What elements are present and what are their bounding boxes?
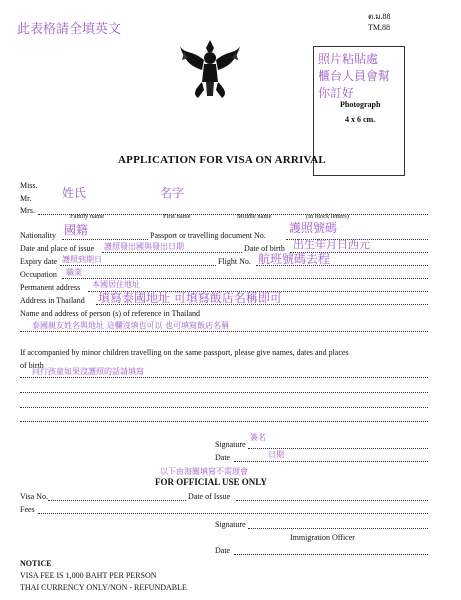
label-date-of-issue: Date of Issue — [188, 492, 231, 501]
label-immigration-officer: Immigration Officer — [290, 533, 355, 542]
label-children-2: of birth — [20, 361, 44, 370]
nationality-hint: 國籍 — [64, 223, 89, 237]
occupation-hint: 職業 — [66, 268, 82, 277]
label-place-issue: Date and place of issue — [20, 244, 95, 253]
children-hint: 同行孩童如果沒護照的話請填寫 — [32, 367, 144, 376]
surname-hint: 姓氏 — [62, 186, 87, 200]
form-code: TM.88 — [368, 23, 390, 32]
fees-field[interactable] — [38, 513, 428, 514]
official-date-field[interactable] — [234, 554, 428, 555]
label-signature: Signature — [215, 440, 246, 449]
official-hint: 以下由海關填寫不需理會 — [160, 467, 248, 476]
official-title: FOR OFFICIAL USE ONLY — [155, 477, 267, 487]
children-line-4[interactable] — [20, 421, 428, 422]
signature-hint: 簽名 — [250, 433, 266, 442]
label-flight: Flight No. — [218, 257, 251, 266]
label-passport: Passport or travelling document No. — [150, 231, 266, 240]
label-official-date: Date — [215, 546, 231, 555]
label-miss: Miss. — [20, 181, 38, 190]
photo-note-1: 照片粘貼處 — [318, 52, 379, 66]
children-line-2[interactable] — [20, 392, 428, 393]
date-field[interactable] — [234, 461, 428, 462]
photo-note-3: 你訂好 — [318, 86, 355, 100]
expiry-field[interactable] — [60, 265, 216, 266]
place-issue-hint: 護照發出國與發出日期 — [104, 242, 184, 251]
label-date: Date — [215, 453, 231, 462]
expiry-hint: 護照到期日 — [62, 255, 102, 264]
header-note: 此表格請全填英文 — [17, 22, 122, 37]
notice-line-2: THAI CURRENCY ONLY/NON - REFUNDABLE — [20, 583, 187, 592]
children-line-1[interactable] — [20, 377, 428, 378]
form-title: APPLICATION FOR VISA ON ARRIVAL — [118, 154, 326, 166]
garuda-emblem-icon — [178, 38, 242, 100]
address-thailand-hint: 填寫泰國地址 可填寫飯店名稱即可 — [98, 291, 282, 305]
date-hint: 日期 — [268, 450, 284, 459]
form-code-thai: ต.ม.88 — [368, 12, 391, 21]
flight-field[interactable] — [256, 265, 428, 266]
label-nationality: Nationality — [20, 231, 56, 240]
children-line-3[interactable] — [20, 407, 428, 408]
dob-hint: 出生年月日西元 — [293, 238, 370, 251]
label-children: If accompanied by minor children travelling on the same passport, please give names, dates and places — [20, 348, 349, 357]
nationality-field[interactable] — [62, 239, 148, 240]
photo-size: 4 x 6 cm. — [345, 115, 376, 124]
place-issue-field[interactable] — [102, 252, 242, 253]
label-fees: Fees — [20, 505, 35, 514]
reference-field[interactable] — [20, 331, 428, 332]
photo-label: Photograph — [340, 100, 381, 109]
label-first-name: First name — [163, 213, 191, 220]
label-occupation: Occupation — [20, 270, 57, 279]
official-signature-field[interactable] — [248, 528, 428, 529]
visa-no-field[interactable] — [48, 500, 186, 501]
label-mr: Mr. — [20, 194, 32, 203]
block-letters-note: (in block letters) — [306, 213, 349, 220]
notice-line-1: VISA FEE IS 1,000 BAHT PER PERSON — [20, 571, 157, 580]
given-name-hint: 名字 — [160, 186, 185, 200]
label-expiry: Expiry date — [20, 257, 58, 266]
label-address-thailand: Address in Thailand — [20, 296, 85, 305]
label-permanent-address: Permanent address — [20, 283, 81, 292]
label-official-signature: Signature — [215, 520, 246, 529]
address-thailand-field[interactable] — [96, 304, 428, 305]
date-of-issue-field[interactable] — [236, 500, 428, 501]
reference-hint: 泰國親友姓名與地址 這欄沒填也可以 也可填寫飯店名稱 — [32, 321, 230, 330]
label-mrs: Mrs. — [20, 206, 35, 215]
permanent-address-hint: 本國居住地址 — [92, 280, 140, 289]
notice-title: NOTICE — [20, 559, 52, 568]
passport-hint: 護照號碼 — [289, 221, 338, 235]
label-visa-no: Visa No. — [20, 492, 48, 501]
label-dob: Date of birth — [244, 244, 285, 253]
label-family-name: Family name — [70, 213, 105, 220]
label-reference: Name and address of person (s) of reference in Thailand — [20, 309, 200, 318]
flight-hint: 航班號碼去程 — [258, 252, 331, 266]
photo-note-2: 櫃台人員會幫 — [318, 69, 391, 83]
label-middle-name: Middle name — [237, 213, 272, 220]
